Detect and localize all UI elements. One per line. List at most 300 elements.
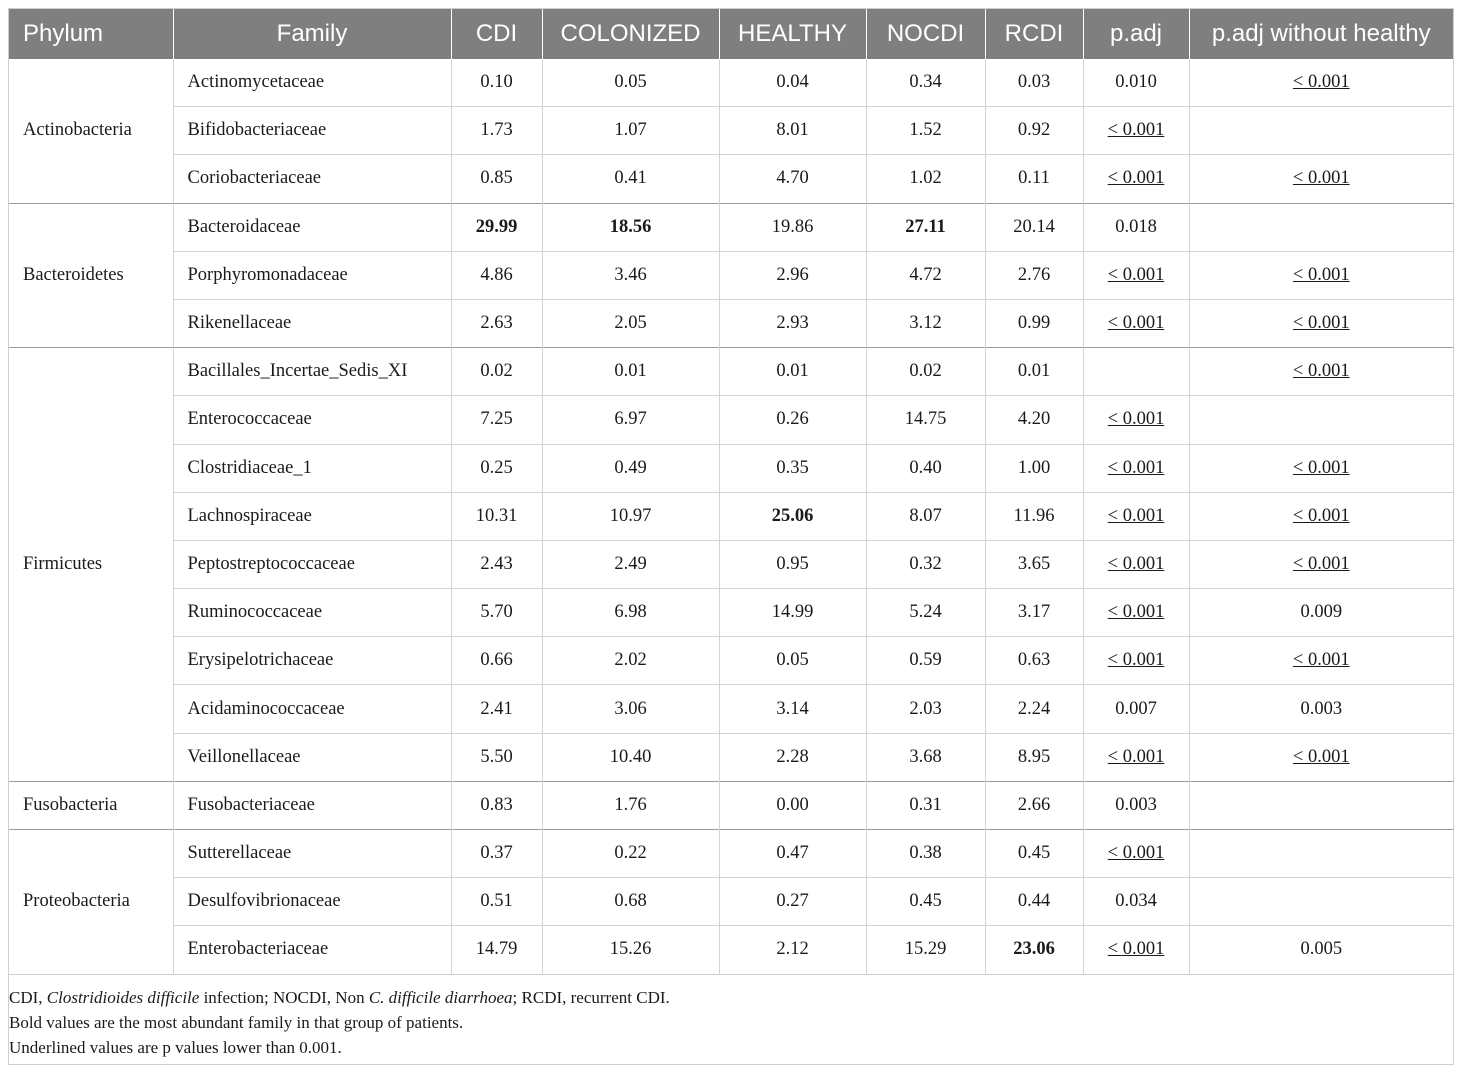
value-text: 8.95 <box>1017 746 1051 767</box>
family-cell: Fusobacteriaceae <box>173 781 451 829</box>
value-text: 6.97 <box>614 409 647 430</box>
value-text: 5.70 <box>480 602 513 623</box>
value-cell-cdi <box>451 251 542 299</box>
value-cell-padj-wh <box>1189 348 1453 396</box>
phylum-cell: Bacteroidetes <box>9 203 173 348</box>
value-cell-colonized <box>542 251 719 299</box>
value-text: 1.07 <box>614 120 647 141</box>
value-cell-cdi <box>451 59 542 107</box>
value-cell-padj <box>1083 589 1189 637</box>
value-cell-healthy <box>719 878 866 926</box>
table-row <box>9 203 1453 251</box>
value-text: 29.99 <box>475 216 518 237</box>
value-text: 19.86 <box>771 216 814 237</box>
value-cell-padj <box>1083 926 1189 974</box>
value-text: 18.56 <box>609 216 652 237</box>
value-text: 7.25 <box>480 409 513 430</box>
table-row <box>9 733 1453 781</box>
value-text: 6.98 <box>614 602 647 623</box>
value-cell-cdi <box>451 926 542 974</box>
value-text: 0.010 <box>1115 72 1157 93</box>
value-text: 0.02 <box>909 361 942 382</box>
value-text: 2.93 <box>776 313 809 334</box>
value-cell-healthy <box>719 396 866 444</box>
value-cell-nocdi <box>866 540 985 588</box>
value-text: 0.59 <box>909 650 942 671</box>
value-text: 0.95 <box>776 553 809 574</box>
value-text: 0.47 <box>776 843 809 864</box>
value-cell-cdi <box>451 637 542 685</box>
value-text: < 0.001 <box>1107 602 1165 623</box>
value-cell-colonized <box>542 203 719 251</box>
value-cell-padj <box>1083 733 1189 781</box>
value-cell-padj-wh <box>1189 733 1453 781</box>
family-cell: Acidaminococcaceae <box>173 685 451 733</box>
value-text: < 0.001 <box>1107 264 1165 285</box>
value-text: 5.24 <box>909 602 942 623</box>
value-cell-nocdi <box>866 926 985 974</box>
value-cell-cdi <box>451 830 542 878</box>
value-cell-colonized <box>542 589 719 637</box>
value-cell-padj-wh <box>1189 540 1453 588</box>
family-cell: Enterococcaceae <box>173 396 451 444</box>
value-text: < 0.001 <box>1292 650 1350 671</box>
value-cell-padj-wh <box>1189 299 1453 347</box>
value-cell-padj-wh <box>1189 107 1453 155</box>
value-text: 0.35 <box>776 457 809 478</box>
value-text: 0.05 <box>776 650 809 671</box>
header-padj-without-healthy: p.adj without healthy <box>1189 9 1453 59</box>
table-row <box>9 926 1453 974</box>
value-text: < 0.001 <box>1107 650 1165 671</box>
family-cell: Bacillales_Incertae_Sedis_XI <box>173 348 451 396</box>
value-text: 23.06 <box>1013 939 1055 960</box>
value-cell-cdi <box>451 348 542 396</box>
abbrev-fragment: C. difficile diarrhoea <box>368 987 513 1007</box>
family-cell: Porphyromonadaceae <box>173 251 451 299</box>
value-cell-rcdi <box>985 733 1083 781</box>
value-cell-padj-wh <box>1189 396 1453 444</box>
table-row <box>9 492 1453 540</box>
value-text: 0.034 <box>1115 891 1157 912</box>
value-text: 1.52 <box>909 120 942 141</box>
phylum-cell: Actinobacteria <box>23 120 132 141</box>
value-cell-padj <box>1083 540 1189 588</box>
value-cell-padj <box>1083 348 1189 396</box>
value-cell-colonized <box>542 444 719 492</box>
value-cell-padj-wh <box>1189 781 1453 829</box>
value-text: 0.85 <box>480 168 513 189</box>
value-cell-rcdi <box>985 589 1083 637</box>
value-cell-padj-wh <box>1189 589 1453 637</box>
family-cell: Ruminococcaceae <box>173 589 451 637</box>
value-text: 0.01 <box>614 361 647 382</box>
value-text: 14.75 <box>904 409 947 430</box>
value-cell-healthy <box>719 637 866 685</box>
value-cell-healthy <box>719 540 866 588</box>
table-row <box>9 830 1453 878</box>
value-text: 20.14 <box>1013 216 1055 237</box>
value-cell-rcdi <box>985 251 1083 299</box>
value-text: < 0.001 <box>1292 313 1350 334</box>
value-cell-colonized <box>542 926 719 974</box>
value-cell-healthy <box>719 492 866 540</box>
value-cell-nocdi <box>866 107 985 155</box>
value-cell-healthy <box>719 107 866 155</box>
family-cell: Coriobacteriaceae <box>173 155 451 203</box>
value-cell-colonized <box>542 396 719 444</box>
value-text: 0.44 <box>1017 891 1051 912</box>
value-text: < 0.001 <box>1107 553 1165 574</box>
value-text: 8.01 <box>776 120 809 141</box>
value-text: 0.009 <box>1300 602 1343 623</box>
value-cell-colonized <box>542 59 719 107</box>
value-cell-padj <box>1083 107 1189 155</box>
header-padj: p.adj <box>1083 9 1189 59</box>
phylum-cell: Proteobacteria <box>9 830 173 974</box>
value-cell-cdi <box>451 492 542 540</box>
value-cell-healthy <box>719 781 866 829</box>
value-text: 2.03 <box>909 698 942 719</box>
value-cell-nocdi <box>866 155 985 203</box>
table-row <box>9 251 1453 299</box>
value-cell-rcdi <box>985 107 1083 155</box>
table-row <box>9 444 1453 492</box>
value-cell-cdi <box>451 685 542 733</box>
value-cell-rcdi <box>985 299 1083 347</box>
table-row <box>9 685 1453 733</box>
value-cell-healthy <box>719 444 866 492</box>
table-row <box>9 637 1453 685</box>
value-text: 0.49 <box>614 457 647 478</box>
value-text: < 0.001 <box>1292 746 1350 767</box>
value-cell-rcdi <box>985 396 1083 444</box>
table-row <box>9 540 1453 588</box>
value-cell-nocdi <box>866 637 985 685</box>
value-cell-colonized <box>542 540 719 588</box>
value-text: 0.34 <box>909 72 942 93</box>
phylum-cell: Fusobacteria <box>9 781 173 829</box>
table-row <box>9 878 1453 926</box>
value-cell-colonized <box>542 107 719 155</box>
value-text: 5.50 <box>480 746 513 767</box>
value-cell-healthy <box>719 251 866 299</box>
value-text: 2.12 <box>776 939 809 960</box>
value-text: 8.07 <box>909 505 942 526</box>
value-text: 1.00 <box>1017 457 1051 478</box>
family-cell: Erysipelotrichaceae <box>173 637 451 685</box>
value-text: 0.018 <box>1115 216 1157 237</box>
value-cell-healthy <box>719 830 866 878</box>
value-cell-nocdi <box>866 348 985 396</box>
value-text: 2.66 <box>1017 794 1051 815</box>
value-cell-padj <box>1083 878 1189 926</box>
value-text: 0.68 <box>614 891 647 912</box>
value-cell-padj <box>1083 685 1189 733</box>
value-cell-padj-wh <box>1189 926 1453 974</box>
family-cell: Peptostreptococcaceae <box>173 540 451 588</box>
table-container <box>8 8 1454 1065</box>
table-footnotes <box>9 974 1453 1064</box>
value-cell-colonized <box>542 348 719 396</box>
value-cell-nocdi <box>866 203 985 251</box>
abbrev-fragment: CDI, <box>9 987 47 1007</box>
family-cell: Clostridiaceae_1 <box>173 444 451 492</box>
value-cell-nocdi <box>866 396 985 444</box>
value-text: 27.11 <box>905 216 946 237</box>
value-cell-padj-wh <box>1189 685 1453 733</box>
value-text: 25.06 <box>771 505 814 526</box>
value-cell-rcdi <box>985 830 1083 878</box>
value-cell-cdi <box>451 781 542 829</box>
value-text: 0.00 <box>776 794 809 815</box>
value-cell-healthy <box>719 299 866 347</box>
value-cell-rcdi <box>985 155 1083 203</box>
value-text: 0.38 <box>909 843 942 864</box>
value-text: 0.04 <box>776 72 809 93</box>
value-text: 0.03 <box>1017 72 1051 93</box>
value-cell-padj-wh <box>1189 637 1453 685</box>
header-colonized: COLONIZED <box>542 9 719 59</box>
value-text: < 0.001 <box>1292 457 1350 478</box>
value-cell-cdi <box>451 396 542 444</box>
value-text: < 0.001 <box>1292 505 1350 526</box>
value-text: 0.11 <box>1018 168 1050 189</box>
value-text: 2.43 <box>480 553 513 574</box>
value-cell-padj <box>1083 203 1189 251</box>
value-cell-rcdi <box>985 637 1083 685</box>
value-text: 2.96 <box>776 264 809 285</box>
value-text: 14.99 <box>771 602 814 623</box>
value-cell-colonized <box>542 299 719 347</box>
family-cell: Veillonellaceae <box>173 733 451 781</box>
value-cell-healthy <box>719 348 866 396</box>
value-text: 0.45 <box>1017 843 1051 864</box>
value-text: 11.96 <box>1013 505 1055 526</box>
value-text: 0.99 <box>1017 313 1051 334</box>
value-text: 1.02 <box>909 168 942 189</box>
family-cell: Rikenellaceae <box>173 299 451 347</box>
value-text: 0.01 <box>776 361 809 382</box>
value-cell-healthy <box>719 589 866 637</box>
value-text: 0.32 <box>909 553 942 574</box>
value-cell-healthy <box>719 733 866 781</box>
value-text: 3.14 <box>776 698 809 719</box>
value-cell-nocdi <box>866 299 985 347</box>
value-cell-healthy <box>719 203 866 251</box>
value-text: 4.86 <box>480 264 513 285</box>
value-text: 0.02 <box>480 361 513 382</box>
header-rcdi: RCDI <box>985 9 1083 59</box>
abbrev-fragment: infection; NOCDI, Non <box>199 987 369 1007</box>
value-cell-nocdi <box>866 59 985 107</box>
header-nocdi: NOCDI <box>866 9 985 59</box>
value-cell-colonized <box>542 733 719 781</box>
value-text: 0.41 <box>614 168 647 189</box>
value-cell-colonized <box>542 685 719 733</box>
value-cell-padj-wh <box>1189 203 1453 251</box>
value-text: < 0.001 <box>1107 746 1165 767</box>
value-cell-rcdi <box>985 685 1083 733</box>
value-text: 0.83 <box>480 794 513 815</box>
table-row <box>9 781 1453 829</box>
table-body <box>9 59 1453 974</box>
value-text: 15.29 <box>904 939 947 960</box>
value-cell-padj-wh <box>1189 444 1453 492</box>
value-cell-colonized <box>542 781 719 829</box>
value-cell-cdi <box>451 203 542 251</box>
family-cell: Lachnospiraceae <box>173 492 451 540</box>
family-cell: Desulfovibrionaceae <box>173 878 451 926</box>
value-text: 0.63 <box>1017 650 1051 671</box>
value-cell-cdi <box>451 540 542 588</box>
value-text: 3.46 <box>614 264 647 285</box>
value-cell-healthy <box>719 155 866 203</box>
value-text: 10.31 <box>475 505 518 526</box>
value-text: 10.40 <box>609 746 652 767</box>
value-cell-rcdi <box>985 444 1083 492</box>
value-cell-padj <box>1083 492 1189 540</box>
value-text: 0.22 <box>614 843 647 864</box>
value-cell-padj <box>1083 155 1189 203</box>
value-cell-nocdi <box>866 444 985 492</box>
value-text: 2.49 <box>614 553 647 574</box>
value-cell-padj-wh <box>1189 830 1453 878</box>
value-cell-padj-wh <box>1189 155 1453 203</box>
value-text: < 0.001 <box>1107 409 1165 430</box>
value-text: 0.26 <box>776 409 809 430</box>
header-cdi: CDI <box>451 9 542 59</box>
value-cell-nocdi <box>866 589 985 637</box>
family-cell: Bacteroidaceae <box>173 203 451 251</box>
value-cell-padj-wh <box>1189 878 1453 926</box>
bold-note: Bold values are the most abundant family in that group of patients. <box>9 1012 464 1032</box>
value-cell-colonized <box>542 637 719 685</box>
header-phylum: Phylum <box>9 9 173 59</box>
value-text: 10.97 <box>609 505 652 526</box>
value-cell-healthy <box>719 59 866 107</box>
value-cell-cdi <box>451 589 542 637</box>
value-text: 1.76 <box>614 794 647 815</box>
value-cell-padj <box>1083 251 1189 299</box>
value-cell-colonized <box>542 878 719 926</box>
abbrev-fragment: Clostridioides difficile <box>46 987 200 1007</box>
underline-note: Underlined values are p values lower than 0.001. <box>9 1037 342 1057</box>
value-cell-padj <box>1083 781 1189 829</box>
table-row <box>9 396 1453 444</box>
value-cell-cdi <box>451 107 542 155</box>
value-cell-cdi <box>451 733 542 781</box>
value-text: 3.68 <box>909 746 942 767</box>
value-text: 3.06 <box>614 698 647 719</box>
value-text: 4.70 <box>776 168 809 189</box>
value-text: 14.79 <box>475 939 518 960</box>
value-text: 0.005 <box>1300 939 1343 960</box>
table-row <box>9 589 1453 637</box>
value-cell-nocdi <box>866 830 985 878</box>
value-cell-rcdi <box>985 492 1083 540</box>
value-text: 2.76 <box>1017 264 1051 285</box>
value-cell-padj <box>1083 396 1189 444</box>
value-cell-padj <box>1083 444 1189 492</box>
value-text: 0.27 <box>776 891 809 912</box>
value-text: 3.12 <box>909 313 942 334</box>
value-text: 0.25 <box>480 457 513 478</box>
value-text: 4.20 <box>1017 409 1051 430</box>
table-row <box>9 348 1453 396</box>
value-cell-rcdi <box>985 781 1083 829</box>
value-text: < 0.001 <box>1107 939 1165 960</box>
value-text: 0.66 <box>480 650 513 671</box>
value-text: < 0.001 <box>1292 361 1350 382</box>
value-cell-rcdi <box>985 348 1083 396</box>
value-text: 0.01 <box>1017 361 1051 382</box>
value-cell-healthy <box>719 926 866 974</box>
value-cell-cdi <box>451 444 542 492</box>
value-cell-nocdi <box>866 733 985 781</box>
table-row <box>9 299 1453 347</box>
value-cell-nocdi <box>866 781 985 829</box>
table-row <box>9 107 1453 155</box>
value-text: < 0.001 <box>1292 264 1350 285</box>
value-cell-padj <box>1083 637 1189 685</box>
value-text: 0.92 <box>1017 120 1051 141</box>
value-text: 15.26 <box>609 939 652 960</box>
value-text: 0.51 <box>480 891 513 912</box>
value-text: 2.24 <box>1017 698 1051 719</box>
value-cell-padj-wh <box>1189 59 1453 107</box>
value-text: 0.003 <box>1115 794 1157 815</box>
table-row <box>9 59 1453 107</box>
phylum-cell: Firmicutes <box>9 348 173 782</box>
family-cell: Bifidobacteriaceae <box>173 107 451 155</box>
value-text: 0.003 <box>1300 698 1343 719</box>
value-cell-colonized <box>542 830 719 878</box>
value-text: 0.05 <box>614 72 647 93</box>
value-cell-colonized <box>542 492 719 540</box>
value-cell-padj-wh <box>1189 492 1453 540</box>
value-cell-padj-wh <box>1189 251 1453 299</box>
value-text: < 0.001 <box>1107 457 1165 478</box>
value-cell-rcdi <box>985 878 1083 926</box>
value-cell-nocdi <box>866 492 985 540</box>
value-text: 0.37 <box>480 843 513 864</box>
value-text: 2.28 <box>776 746 809 767</box>
header-row <box>9 9 1453 59</box>
value-cell-rcdi <box>985 59 1083 107</box>
header-family: Family <box>173 9 451 59</box>
abbrev-fragment: ; RCDI, recurrent CDI. <box>512 987 670 1007</box>
value-text: 0.40 <box>909 457 942 478</box>
abbreviation-note <box>9 985 1453 1010</box>
value-text: 0.31 <box>909 794 942 815</box>
value-cell-padj <box>1083 59 1189 107</box>
value-text: < 0.001 <box>1107 168 1165 189</box>
value-text: 0.10 <box>480 72 513 93</box>
value-cell-nocdi <box>866 685 985 733</box>
value-cell-nocdi <box>866 251 985 299</box>
value-text: < 0.001 <box>1107 120 1165 141</box>
value-cell-cdi <box>451 878 542 926</box>
value-text: 3.65 <box>1017 553 1051 574</box>
value-cell-rcdi <box>985 203 1083 251</box>
value-text: < 0.001 <box>1107 505 1165 526</box>
value-text: 2.63 <box>480 313 513 334</box>
value-text: 2.02 <box>614 650 647 671</box>
value-text: 2.41 <box>480 698 513 719</box>
value-cell-nocdi <box>866 878 985 926</box>
value-text: 4.72 <box>909 264 942 285</box>
